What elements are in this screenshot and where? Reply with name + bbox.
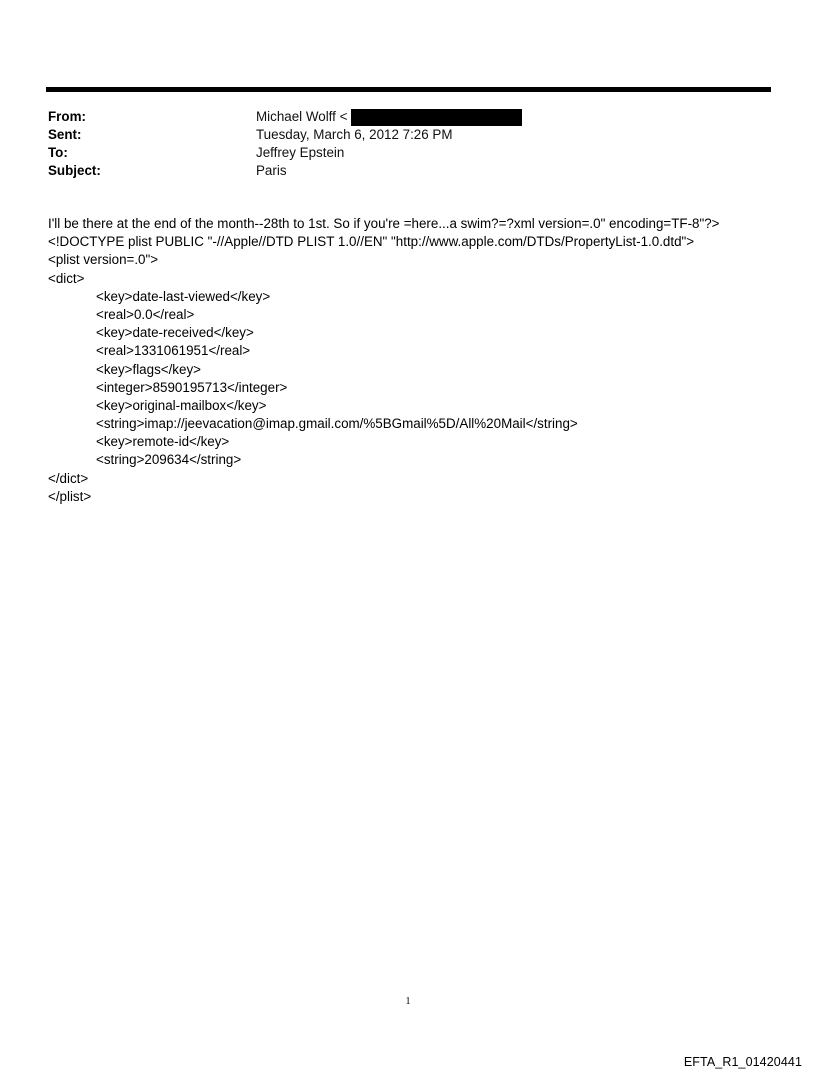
to-value: Jeffrey Epstein <box>256 145 345 160</box>
sent-row <box>48 126 768 144</box>
subject-value: Paris <box>256 163 287 178</box>
body-line: <key>original-mailbox</key> <box>96 397 267 413</box>
subject-label: Subject: <box>48 163 101 178</box>
body-line: <key>date-received</key> <box>96 325 254 341</box>
body-line: <string>209634</string> <box>96 452 242 468</box>
header-rule <box>46 87 771 92</box>
body-line: <key>remote-id</key> <box>96 434 230 450</box>
from-name: Michael Wolff < <box>256 109 348 124</box>
from-value <box>256 108 522 126</box>
email-body <box>48 215 788 506</box>
to-row <box>48 144 768 162</box>
body-line: <integer>8590195713</integer> <box>96 379 288 395</box>
body-line: <real>0.0</real> <box>96 306 195 322</box>
sent-label: Sent: <box>48 127 82 142</box>
from-row <box>48 108 768 126</box>
bates-number: EFTA_R1_01420441 <box>683 1055 802 1069</box>
to-label: To: <box>48 145 68 160</box>
page-number: 1 <box>405 996 411 1007</box>
body-line: <plist version=.0"> <box>48 252 159 268</box>
sent-value: Tuesday, March 6, 2012 7:26 PM <box>256 127 453 142</box>
email-header <box>48 108 768 180</box>
subject-row <box>48 162 768 180</box>
body-line: </dict> <box>48 470 89 486</box>
body-line: I'll be there at the end of the month--28th to 1st. So if you're =here...a swim?=?xml version=.0" encoding=TF-8"?> <box>48 216 720 231</box>
body-line: <string>imap://jeevacation@imap.gmail.com/%5BGmail%5D/All%20Mail</string> <box>96 416 578 432</box>
body-line: <key>date-last-viewed</key> <box>96 288 271 304</box>
from-label: From: <box>48 109 86 124</box>
body-line: <real>1331061951</real> <box>96 343 251 359</box>
redaction-block <box>351 109 522 126</box>
body-line: <key>flags</key> <box>96 361 201 377</box>
body-line: </plist> <box>48 488 92 504</box>
body-line: <dict> <box>48 270 85 286</box>
body-line: <!DOCTYPE plist PUBLIC "-//Apple//DTD PLIST 1.0//EN" "http://www.apple.com/DTDs/PropertyList-1.0.dtd"> <box>48 234 695 250</box>
